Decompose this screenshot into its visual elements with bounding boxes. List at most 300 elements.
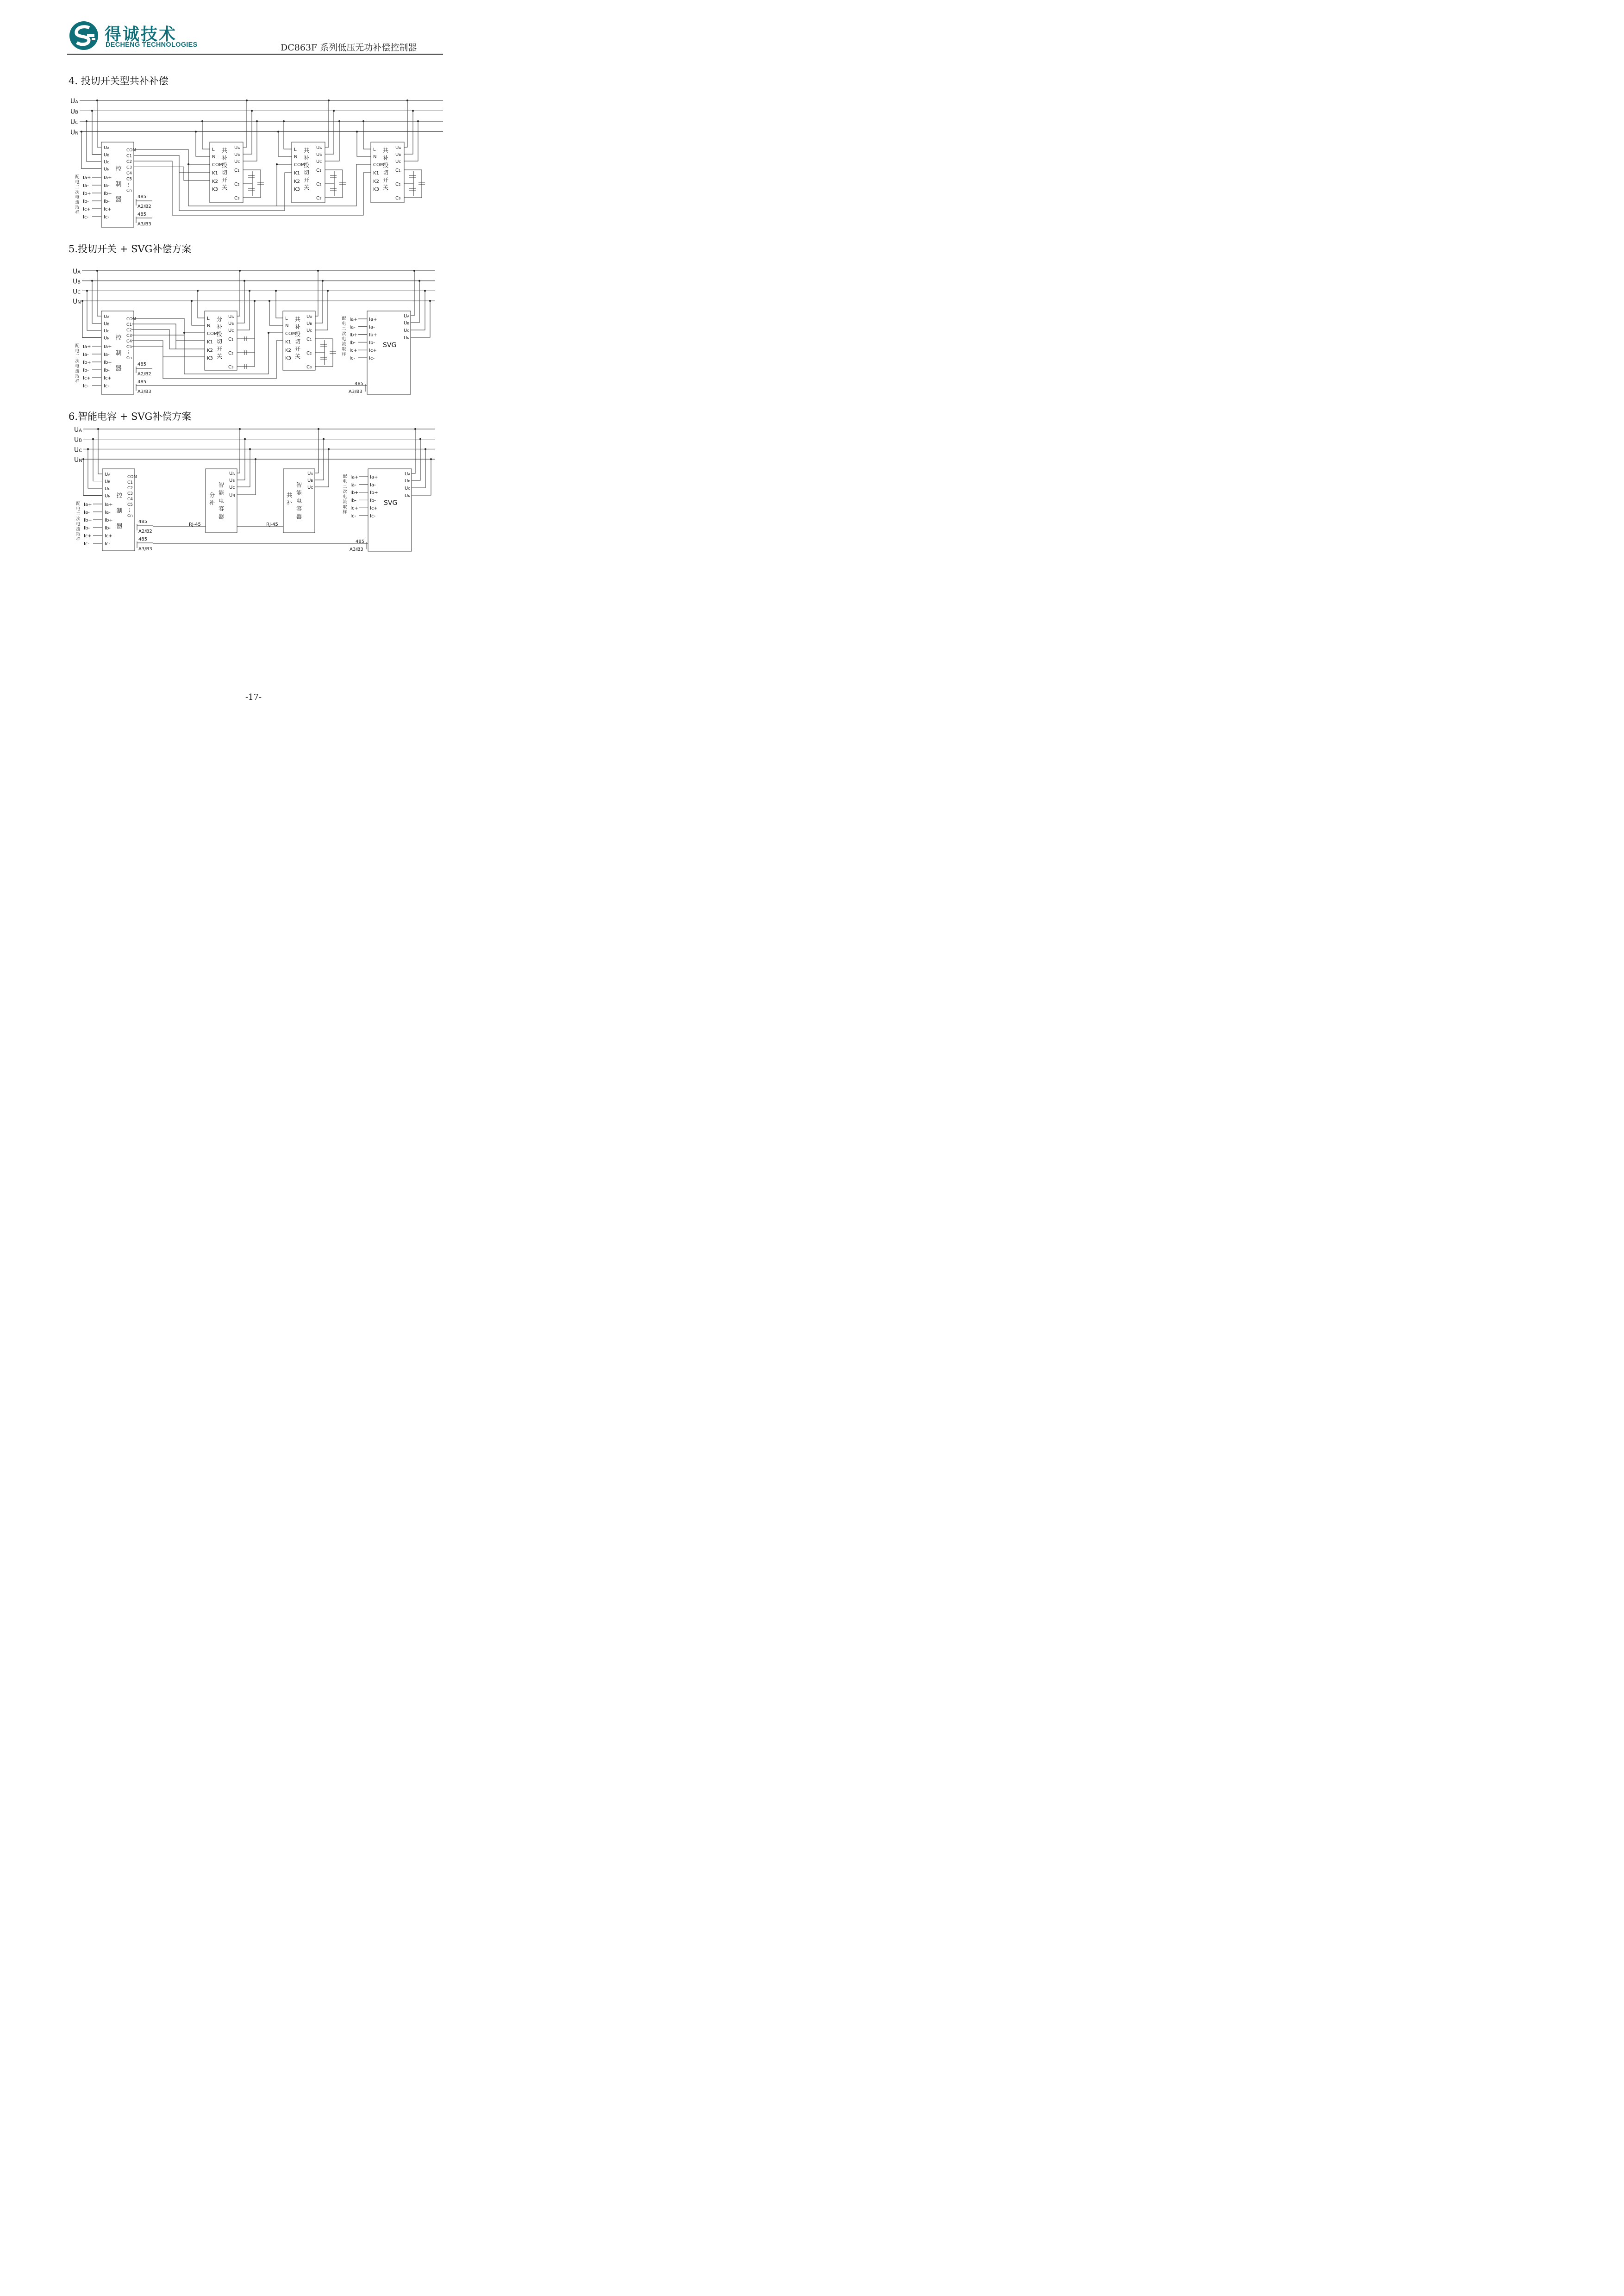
wire xyxy=(87,291,101,330)
svg-ct-terminal: Ic- xyxy=(370,514,376,519)
switch-unit-label: 补 xyxy=(382,155,389,161)
switch-unit-label: 投 xyxy=(221,162,228,168)
document-title: DC863F 系列低压无功补偿控制器 xyxy=(281,43,417,53)
switch-unit-label: 切 xyxy=(294,338,301,345)
switch-right-terminal: C2 xyxy=(395,182,401,187)
section-title-4: 4. 投切开关型共补补偿 xyxy=(69,75,169,87)
wire xyxy=(132,324,205,341)
controller-output-label: COM xyxy=(127,475,137,479)
svg-ct-input-label: Ib+ xyxy=(350,490,359,496)
controller-output-label: Cn xyxy=(127,514,133,518)
controller-output-label: C5 xyxy=(126,345,132,349)
switch-left-terminal: L xyxy=(207,316,210,321)
comm-485-label: 485 xyxy=(138,537,148,542)
port-a3b3-label: A3/B3 xyxy=(349,389,362,394)
svg-terminal: UN xyxy=(405,493,411,498)
switch-unit-label: 关 xyxy=(303,184,310,191)
switch-right-terminal: C2 xyxy=(306,351,312,356)
controller-output-label: C2 xyxy=(126,328,132,333)
svg-unit-label: SVG xyxy=(383,342,397,349)
controller-input-label: UN xyxy=(104,336,110,341)
controller-output-label: COM xyxy=(126,148,137,153)
comm-485-label: 485 xyxy=(356,539,365,544)
ct-input-label: Ic- xyxy=(84,541,90,547)
controller-output-label: Cn xyxy=(126,188,132,193)
svg-terminal: UB xyxy=(404,321,410,326)
svg-ct-terminal: Ib+ xyxy=(370,490,378,496)
controller-label: 器 xyxy=(115,365,122,372)
switch-unit-label: 切 xyxy=(221,169,228,176)
wire xyxy=(411,281,419,323)
comm-485-label: 485 xyxy=(137,362,147,367)
svg-ct-input-label: Ia+ xyxy=(350,475,359,480)
wire xyxy=(412,439,420,480)
switch-left-terminal: K2 xyxy=(285,348,291,353)
controller-output-label: C3 xyxy=(126,165,132,170)
port-a2b2-label: A2/B2 xyxy=(137,372,151,377)
switch-unit-label: 切 xyxy=(216,338,223,345)
smart-cap-label: 电 xyxy=(218,498,225,504)
switch-left-terminal: COM xyxy=(212,162,223,168)
wire xyxy=(411,301,430,337)
wire xyxy=(88,449,102,488)
controller-label: 制 xyxy=(115,181,122,188)
brand-name-cn: 得诚技术 xyxy=(105,25,177,44)
switch-left-terminal: K3 xyxy=(207,356,213,361)
switch-left-terminal: N xyxy=(373,155,377,160)
bus-label-ub: UB xyxy=(70,108,78,116)
wire xyxy=(134,149,210,164)
wire xyxy=(325,100,329,147)
switch-left-terminal: K2 xyxy=(373,179,379,184)
wire xyxy=(237,271,240,316)
smart-cap-label: 能 xyxy=(296,490,302,496)
controller-ct-label: Ia+ xyxy=(104,175,112,180)
switch-unit-label: 共 xyxy=(221,147,228,154)
svg-ct-sampling-note: 流 xyxy=(342,342,346,347)
switch-left-terminal: K2 xyxy=(212,179,218,184)
switch-right-terminal: UB xyxy=(316,152,322,157)
wire xyxy=(315,429,319,473)
wire xyxy=(411,291,425,330)
controller-input-label: UN xyxy=(104,167,110,172)
controller-ct-label: Ia+ xyxy=(104,344,112,349)
controller-output-label: C1 xyxy=(126,323,132,327)
switch-unit-label: 开 xyxy=(382,177,389,183)
ct-sampling-note: 流 xyxy=(75,200,80,205)
switch-left-terminal: K3 xyxy=(373,187,379,192)
wire xyxy=(315,281,323,323)
switch-right-terminal: C1 xyxy=(395,168,401,173)
smart-cap-prefix: 补 xyxy=(209,499,215,506)
rj45-label: RJ-45 xyxy=(266,522,278,527)
switch-right-terminal: C3 xyxy=(234,196,240,201)
controller-ct-label: Ia- xyxy=(104,352,110,357)
svg-ct-input-label: Ib+ xyxy=(350,332,358,338)
svg-terminal: UN xyxy=(404,336,410,341)
port-a3b3-label: A3/B3 xyxy=(137,389,151,394)
ct-input-label: Ib+ xyxy=(83,360,91,365)
switch-unit-label: 开 xyxy=(294,346,301,352)
port-a3b3-label: A3/B3 xyxy=(137,222,151,227)
controller-ct-label: Ia- xyxy=(105,510,111,515)
svg-ct-input-label: Ic+ xyxy=(350,348,357,354)
svg-terminal: UB xyxy=(405,479,411,484)
switch-left-terminal: L xyxy=(294,147,297,152)
switch-unit-label: 投 xyxy=(294,331,301,337)
ct-sampling-note: 流 xyxy=(76,527,81,532)
switch-left-terminal: N xyxy=(294,155,298,160)
comm-485-label: 485 xyxy=(138,519,148,524)
svg-ct-terminal: Ia- xyxy=(370,482,376,488)
smart-cap-terminal: UA xyxy=(307,471,313,476)
controller-label: 制 xyxy=(115,350,122,357)
comm-485-label: 485 xyxy=(355,381,364,386)
bus-label-ub: UB xyxy=(74,436,82,444)
controller-input-label: UB xyxy=(104,321,110,327)
bus-label-un: UN xyxy=(74,456,82,464)
ct-sampling-note: 样 xyxy=(76,537,81,542)
controller-output-label: C1 xyxy=(126,154,132,159)
controller-label: 器 xyxy=(115,196,122,203)
smart-cap-label: 容 xyxy=(218,505,225,512)
switch-left-terminal: K3 xyxy=(285,356,291,361)
wire xyxy=(196,132,210,157)
switch-left-terminal: K2 xyxy=(207,348,213,353)
switch-right-terminal: UC xyxy=(234,159,240,164)
ct-sampling-note: 电 xyxy=(75,195,80,200)
svg-terminal: UC xyxy=(404,328,410,333)
ct-input-label: Ic- xyxy=(83,215,89,220)
svg-ct-input-label: Ic- xyxy=(350,514,356,519)
switch-right-terminal: UB xyxy=(234,152,240,157)
ct-sampling-note: 电 xyxy=(75,349,80,354)
switch-right-terminal: UA xyxy=(228,314,234,319)
wiring-diagrams xyxy=(0,0,511,722)
smart-cap-label: 能 xyxy=(218,490,225,496)
switch-left-terminal: K2 xyxy=(294,179,300,184)
wire xyxy=(198,291,205,318)
wire xyxy=(134,156,210,173)
bus-label-un: UN xyxy=(73,298,81,306)
switch-left-terminal: K1 xyxy=(207,340,213,345)
wire xyxy=(243,100,247,147)
switch-unit-label: 分 xyxy=(216,316,223,323)
ct-sampling-note: 电 xyxy=(75,180,80,185)
ct-sampling-note: 电 xyxy=(76,507,81,511)
switch-left-terminal: L xyxy=(285,316,288,321)
smart-cap-prefix: 共 xyxy=(286,492,293,498)
ct-input-label: Ia+ xyxy=(83,175,91,180)
ct-input-label: Ic+ xyxy=(84,534,92,539)
ct-sampling-note: 样 xyxy=(75,211,80,215)
ct-sampling-note: 配 xyxy=(75,175,80,180)
switch-unit-label: 开 xyxy=(303,177,310,183)
ct-input-label: Ib- xyxy=(83,368,89,373)
page-number: -17- xyxy=(245,692,262,702)
ct-input-label: Ia- xyxy=(84,510,90,515)
switch-unit-label: 共 xyxy=(303,147,310,154)
wire xyxy=(87,121,101,162)
controller-ct-label: Ic- xyxy=(104,215,110,220)
svg-ct-sampling-note: 取 xyxy=(342,347,346,352)
smart-cap-prefix: 补 xyxy=(286,499,293,506)
switch-unit-label: 投 xyxy=(216,331,223,337)
switch-left-terminal: COM xyxy=(294,162,305,168)
controller-ct-label: Ic- xyxy=(104,384,110,389)
brand-name-en: DECHENG TECHNOLOGIES xyxy=(106,41,198,49)
controller-input-label: UC xyxy=(104,160,110,165)
switch-unit-label: 关 xyxy=(294,353,301,360)
ct-sampling-note: 二 xyxy=(75,354,80,359)
ct-input-label: Ic+ xyxy=(83,376,91,381)
svg-ct-sampling-note: 二 xyxy=(342,327,346,331)
controller-output-label: C3 xyxy=(126,334,132,338)
controller-label: 器 xyxy=(116,523,123,530)
smart-cap-label: 器 xyxy=(296,513,302,520)
section-title-6: 6.智能电容 + SVG补偿方案 xyxy=(69,411,192,422)
bus-label-un: UN xyxy=(70,129,79,137)
switch-right-terminal: C1 xyxy=(234,168,240,173)
svg-ct-sampling-note: 次 xyxy=(342,332,346,336)
controller-ct-label: Ib+ xyxy=(104,191,112,196)
junction-dot xyxy=(276,163,278,165)
svg-ct-sampling-note: 电 xyxy=(342,337,346,342)
svg-ct-sampling-note: 次 xyxy=(343,490,347,494)
wire xyxy=(404,111,413,155)
wire xyxy=(92,111,101,155)
controller-input-label: UN xyxy=(105,493,111,499)
switch-left-terminal: L xyxy=(212,147,215,152)
controller-ct-label: Ia- xyxy=(104,183,110,188)
switch-unit-label: 共 xyxy=(294,316,301,323)
smart-cap-prefix: 分 xyxy=(209,492,215,498)
smart-cap-label: 智 xyxy=(218,482,225,488)
controller-label: 控 xyxy=(116,492,123,499)
svg-ct-terminal: Ic+ xyxy=(369,348,377,354)
switch-right-terminal: UB xyxy=(395,152,401,157)
controller-input-label: UB xyxy=(104,152,110,158)
svg-ct-terminal: Ib- xyxy=(370,498,376,504)
controller-input-label: UA xyxy=(105,472,111,477)
switch-unit-label: 补 xyxy=(303,155,310,161)
switch-left-terminal: K3 xyxy=(294,187,300,192)
switch-right-terminal: C2 xyxy=(234,182,240,187)
bus-label-ua: UA xyxy=(74,426,82,434)
smart-cap-terminal: UB xyxy=(229,478,235,483)
switch-left-terminal: N xyxy=(207,324,211,329)
smart-cap-label: 智 xyxy=(296,482,302,488)
controller-input-label: UA xyxy=(104,145,110,150)
svg-ct-input-label: Ic- xyxy=(350,356,356,361)
switch-right-terminal: UB xyxy=(228,321,234,326)
svg-terminal: UA xyxy=(404,314,410,319)
svg-ct-sampling-note: 流 xyxy=(343,500,347,504)
controller-output-label: C1 xyxy=(127,480,133,485)
switch-right-terminal: C2 xyxy=(316,182,322,187)
switch-left-terminal: COM xyxy=(207,331,218,336)
comm-485-label: 485 xyxy=(137,380,147,385)
wire xyxy=(404,100,407,147)
switch-right-terminal: UC xyxy=(316,159,322,164)
controller-output-label: ⋮ xyxy=(127,508,131,513)
ct-input-label: Ia- xyxy=(83,183,89,188)
switch-unit-label: 开 xyxy=(221,177,228,183)
ct-sampling-note: 电 xyxy=(76,522,81,527)
controller-ct-label: Ic+ xyxy=(104,207,112,212)
ct-sampling-note: 二 xyxy=(75,185,80,190)
ct-sampling-note: 流 xyxy=(75,369,80,374)
ct-input-label: Ib+ xyxy=(83,191,91,196)
switch-right-terminal: C3 xyxy=(316,196,322,201)
switch-unit-label: 补 xyxy=(294,324,301,330)
wire xyxy=(315,271,318,316)
switch-right-terminal: C2 xyxy=(228,351,234,356)
wire xyxy=(93,439,102,481)
wire xyxy=(92,281,101,324)
ct-sampling-note: 二 xyxy=(76,512,81,516)
controller-output-label: ⋮ xyxy=(126,183,131,187)
switch-unit-label: 补 xyxy=(221,155,228,161)
svg-ct-input-label: Ib- xyxy=(350,340,356,346)
ct-sampling-note: 次 xyxy=(75,359,80,364)
smart-cap-terminal: UA xyxy=(229,471,235,476)
svg-ct-terminal: Ic+ xyxy=(370,506,378,511)
controller-ct-label: Ic- xyxy=(105,541,111,547)
wire xyxy=(278,132,292,157)
ct-input-label: Ia+ xyxy=(84,502,92,507)
controller-output-label: C4 xyxy=(126,171,132,176)
switch-right-terminal: C1 xyxy=(306,337,312,342)
switch-unit-label: 关 xyxy=(382,184,389,191)
switch-right-terminal: UA xyxy=(306,314,312,319)
switch-unit-label: 投 xyxy=(382,162,389,168)
bus-label-ub: UB xyxy=(73,278,81,286)
switch-left-terminal: L xyxy=(373,147,376,152)
switch-right-terminal: C3 xyxy=(228,365,234,370)
svg-ct-input-label: Ib- xyxy=(350,498,356,504)
switch-right-terminal: UC xyxy=(395,159,401,164)
svg-ct-sampling-note: 样 xyxy=(343,510,347,515)
smart-cap-terminal: UB xyxy=(307,478,313,483)
smart-cap-terminal: UN xyxy=(229,493,235,498)
wire xyxy=(357,132,371,157)
controller-output-label: C5 xyxy=(126,177,132,182)
bus-label-ua: UA xyxy=(73,268,81,275)
wire xyxy=(315,439,324,480)
ct-sampling-note: 配 xyxy=(76,502,81,506)
ct-sampling-note: 取 xyxy=(76,532,81,537)
controller-output-label: C4 xyxy=(126,339,132,344)
controller-ct-label: Ic+ xyxy=(104,376,112,381)
wire xyxy=(325,111,334,155)
comm-485-label: 485 xyxy=(137,194,147,199)
controller-input-label: UC xyxy=(104,329,110,334)
wire xyxy=(315,291,328,330)
svg-ct-input-label: Ia+ xyxy=(350,317,358,322)
svg-ct-sampling-note: 电 xyxy=(343,495,347,499)
ct-sampling-note: 次 xyxy=(75,190,80,195)
controller-label: 控 xyxy=(115,335,122,342)
controller-ct-label: Ia+ xyxy=(105,502,113,507)
ct-sampling-note: 次 xyxy=(76,517,81,522)
wire xyxy=(276,291,283,318)
port-a3b3-label: A3/B3 xyxy=(350,547,363,552)
controller-output-label: ⋮ xyxy=(126,350,131,355)
svg-ct-sampling-note: 配 xyxy=(342,317,346,321)
switch-right-terminal: C3 xyxy=(395,196,401,201)
ct-sampling-note: 取 xyxy=(75,205,80,210)
controller-output-label: C2 xyxy=(126,160,132,164)
svg-ct-terminal: Ia+ xyxy=(369,317,377,322)
smart-cap-label: 容 xyxy=(296,505,302,512)
wire xyxy=(97,100,101,147)
wire xyxy=(134,167,210,181)
controller-ct-label: Ic+ xyxy=(105,534,112,539)
wire xyxy=(98,429,102,474)
wire xyxy=(243,121,257,161)
controller-output-label: C4 xyxy=(127,497,133,502)
comm-485-label: 485 xyxy=(137,212,147,217)
svg-ct-sampling-note: 电 xyxy=(342,322,346,326)
controller-label: 制 xyxy=(116,508,123,515)
controller-ct-label: Ib+ xyxy=(105,518,113,523)
wire xyxy=(237,291,250,330)
controller-output-label: C2 xyxy=(127,486,133,491)
switch-left-terminal: K3 xyxy=(212,187,218,192)
controller-output-label: COM xyxy=(126,317,137,322)
switch-right-terminal: UA xyxy=(234,145,240,150)
switch-right-terminal: UC xyxy=(228,328,234,333)
switch-left-terminal: K1 xyxy=(294,171,300,176)
switch-unit-label: 共 xyxy=(382,147,389,154)
bus-label-uc: UC xyxy=(73,288,81,296)
ct-input-label: Ia- xyxy=(83,352,89,357)
ct-input-label: Ic- xyxy=(83,384,89,389)
ct-sampling-note: 样 xyxy=(75,380,80,384)
ct-sampling-note: 配 xyxy=(75,344,80,348)
switch-unit-label: 关 xyxy=(216,353,223,360)
switch-right-terminal: UA xyxy=(316,145,322,150)
port-a3b3-label: A3/B3 xyxy=(138,547,152,552)
switch-unit-label: 关 xyxy=(221,184,228,191)
ct-input-label: Ib- xyxy=(84,526,90,531)
controller-ct-label: Ib- xyxy=(105,526,111,531)
smart-cap-label: 电 xyxy=(296,498,302,504)
svg-terminal: UC xyxy=(405,486,411,491)
svg-ct-sampling-note: 样 xyxy=(342,352,346,357)
svg-ct-input-label: Ia- xyxy=(350,482,356,488)
svg-ct-input-label: Ia- xyxy=(350,324,356,330)
controller-output-label: C3 xyxy=(127,492,133,496)
controller-ct-label: Ib+ xyxy=(104,360,112,365)
port-a2b2-label: A2/B2 xyxy=(137,204,151,209)
svg-ct-sampling-note: 配 xyxy=(343,474,347,479)
wire xyxy=(363,121,371,149)
wire xyxy=(404,121,418,161)
switch-left-terminal: COM xyxy=(373,162,384,168)
ct-input-label: Ib+ xyxy=(84,518,92,523)
svg-ct-terminal: Ic- xyxy=(369,356,375,361)
controller-input-label: UB xyxy=(105,479,111,485)
svg-ct-sampling-note: 电 xyxy=(343,479,347,484)
wire xyxy=(243,111,252,155)
switch-unit-label: 开 xyxy=(216,346,223,352)
wire xyxy=(192,301,205,325)
switch-right-terminal: UC xyxy=(306,328,312,333)
switch-left-terminal: COM xyxy=(285,331,296,336)
rj45-label: RJ-45 xyxy=(189,522,201,527)
